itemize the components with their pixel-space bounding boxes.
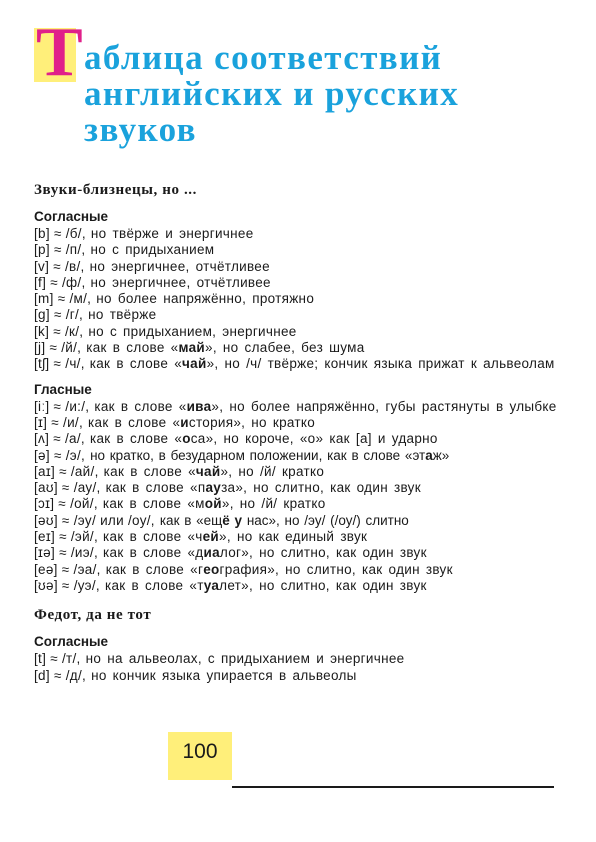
sound-row bbox=[34, 668, 561, 684]
sound-description: как в слове «мой», но /й/ кратко bbox=[102, 496, 326, 512]
sound-table bbox=[34, 180, 561, 684]
sound-symbol: [aʊ] ≈ /ау/, bbox=[34, 480, 101, 496]
sound-row bbox=[34, 578, 561, 594]
example-highlight: а bbox=[425, 447, 433, 463]
title-line-2: английских и русских bbox=[84, 74, 460, 113]
title-initial-letter: Т bbox=[36, 14, 83, 91]
example-highlight: май bbox=[178, 340, 206, 356]
sound-row bbox=[34, 448, 561, 464]
sound-row bbox=[34, 545, 561, 561]
example-highlight: иа bbox=[203, 545, 220, 561]
sound-row bbox=[34, 562, 561, 578]
example-highlight: уа bbox=[203, 577, 220, 593]
sound-symbol: [ɪə] ≈ /иэ/, bbox=[34, 545, 99, 561]
example-highlight: ё у bbox=[222, 512, 243, 528]
sound-symbol: [ə] ≈ /э/, bbox=[34, 447, 86, 463]
section-title: Федот, да не тот bbox=[34, 607, 152, 624]
sound-description: но твёрже и энергичнее bbox=[90, 226, 254, 241]
sound-row bbox=[34, 415, 561, 431]
title-line-1: аблица соответствий bbox=[84, 38, 443, 77]
sound-symbol: [p] ≈ /п/, bbox=[34, 242, 86, 258]
sound-description: но энергичнее, отчётливее bbox=[89, 258, 270, 274]
example-highlight: ива bbox=[186, 398, 212, 414]
example-highlight: чай bbox=[195, 463, 221, 479]
sound-symbol: [g] ≈ /г/, bbox=[34, 307, 84, 323]
example-highlight: ео bbox=[203, 561, 220, 577]
sound-row bbox=[34, 275, 561, 291]
sound-symbol: [aɪ] ≈ /ай/, bbox=[34, 463, 99, 479]
sound-description: как в слове «география», но слитно, как один звук bbox=[105, 561, 453, 577]
sound-symbol: [j] ≈ /й/, bbox=[34, 340, 82, 356]
group-title-consonants: Согласные bbox=[34, 209, 109, 224]
sound-symbol: [v] ≈ /в/, bbox=[34, 258, 85, 274]
sound-symbol: [b] ≈ /б/, bbox=[34, 226, 86, 241]
sound-description: как в слове «май», но слабее, без шума bbox=[86, 340, 365, 356]
sound-description: как в слове «ива», но более напряжённо, губы растянуты в улыбке bbox=[94, 398, 557, 414]
page-number-box bbox=[168, 732, 232, 780]
sound-row bbox=[34, 480, 561, 496]
sound-description: как в слове «пауза», но слитно, как один звук bbox=[105, 480, 421, 496]
sound-row bbox=[34, 242, 561, 258]
example-highlight: ау bbox=[205, 480, 222, 496]
sound-description: как в «ещё у нас», но /эу/ (/оу/) слитно bbox=[159, 512, 409, 528]
sound-symbol: [əʊ] ≈ /эу/ или /оу/, bbox=[34, 512, 155, 528]
footer-divider bbox=[232, 786, 554, 788]
sound-symbol: [eɪ] ≈ /эй/, bbox=[34, 529, 99, 545]
page-number: 100 bbox=[182, 740, 218, 763]
example-highlight: о bbox=[182, 431, 191, 447]
example-highlight: чай bbox=[182, 356, 207, 372]
sound-row bbox=[34, 307, 561, 323]
sound-description: но твёрже bbox=[88, 307, 157, 323]
sound-row bbox=[34, 291, 561, 307]
sound-symbol: [d] ≈ /д/, bbox=[34, 667, 87, 683]
sound-row bbox=[34, 496, 561, 512]
title-line-3: звуков bbox=[84, 110, 197, 149]
sound-description: как в слове «история», но кратко bbox=[88, 414, 316, 430]
sound-row bbox=[34, 513, 561, 529]
sound-symbol: [k] ≈ /к/, bbox=[34, 323, 84, 339]
sound-description: как в слове «оса», но короче, «о» как [a] и ударно bbox=[89, 431, 438, 447]
sound-description: но более напряжённо, протяжно bbox=[96, 291, 315, 307]
section-title: Звуки-близнецы, но ... bbox=[34, 182, 197, 198]
sound-symbol: [eə] ≈ /эа/, bbox=[34, 561, 101, 577]
sound-row bbox=[34, 324, 561, 340]
sound-symbol: [ʊə] ≈ /уэ/, bbox=[34, 577, 100, 593]
sound-symbol: [ʌ] ≈ /а/, bbox=[34, 431, 85, 447]
example-highlight: ой bbox=[204, 496, 222, 512]
group-title-vowels: Гласные bbox=[34, 381, 92, 397]
sound-symbol: [tʃ] ≈ /ч/, bbox=[34, 356, 85, 372]
sound-description: но с придыханием bbox=[90, 242, 215, 258]
sound-description: но с придыханием, энергичнее bbox=[88, 323, 297, 339]
sound-symbol: [t] ≈ /т/, bbox=[34, 651, 81, 667]
group-title-consonants: Согласные bbox=[34, 634, 109, 650]
sound-row bbox=[34, 226, 561, 242]
example-highlight: ей bbox=[202, 529, 220, 545]
sound-description: но кратко, в безударном положении, как в слове «этаж» bbox=[90, 447, 450, 463]
sound-symbol: [ɔɪ] ≈ /ой/, bbox=[34, 496, 98, 512]
sound-description: как в слове «чай», но /ч/ твёрже; кончик языка прижат к альвеолам bbox=[89, 356, 555, 372]
sound-symbol: [f] ≈ /ф/, bbox=[34, 274, 86, 290]
sound-description: как в слове «чей», но как единый звук bbox=[103, 529, 368, 545]
sound-symbol: [iː] ≈ /и:/, bbox=[34, 398, 90, 414]
sound-row bbox=[34, 651, 561, 667]
sound-description: как в слове «чай», но /й/ кратко bbox=[103, 463, 325, 479]
sound-symbol: [m] ≈ /м/, bbox=[34, 291, 92, 307]
sound-description: как в слове «диалог», но слитно, как один звук bbox=[103, 545, 427, 561]
sound-row bbox=[34, 464, 561, 480]
sound-row bbox=[34, 356, 561, 372]
sound-row bbox=[34, 431, 561, 447]
sound-description: но на альвеолах, с придыханием и энергичнее bbox=[85, 651, 405, 667]
sound-row bbox=[34, 399, 561, 415]
sound-row bbox=[34, 259, 561, 275]
sound-row bbox=[34, 529, 561, 545]
sound-row bbox=[34, 340, 561, 356]
sound-description: но кончик языка упирается в альвеолы bbox=[91, 667, 357, 683]
sound-symbol: [ɪ] ≈ /и/, bbox=[34, 414, 84, 430]
sound-description: как в слове «туалет», но слитно, как один звук bbox=[104, 577, 427, 593]
sound-description: но энергичнее, отчётливее bbox=[90, 274, 271, 290]
example-highlight: и bbox=[180, 414, 189, 430]
